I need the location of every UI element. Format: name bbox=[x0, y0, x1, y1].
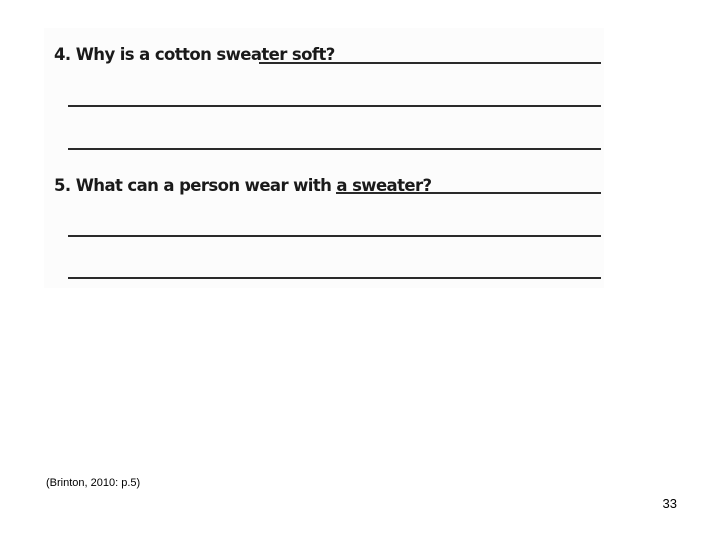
answer-line bbox=[336, 192, 601, 194]
answer-line bbox=[259, 62, 601, 64]
answer-line bbox=[68, 277, 601, 279]
question-5: 5. What can a person wear with a sweater? bbox=[54, 176, 432, 195]
answer-line bbox=[68, 105, 601, 107]
worksheet-image bbox=[44, 28, 604, 288]
question-4: 4. Why is a cotton sweater soft? bbox=[54, 45, 335, 64]
citation: (Brinton, 2010: p.5) bbox=[46, 477, 141, 489]
answer-line bbox=[68, 235, 601, 237]
page-number: 33 bbox=[662, 496, 677, 511]
answer-line bbox=[68, 148, 601, 150]
